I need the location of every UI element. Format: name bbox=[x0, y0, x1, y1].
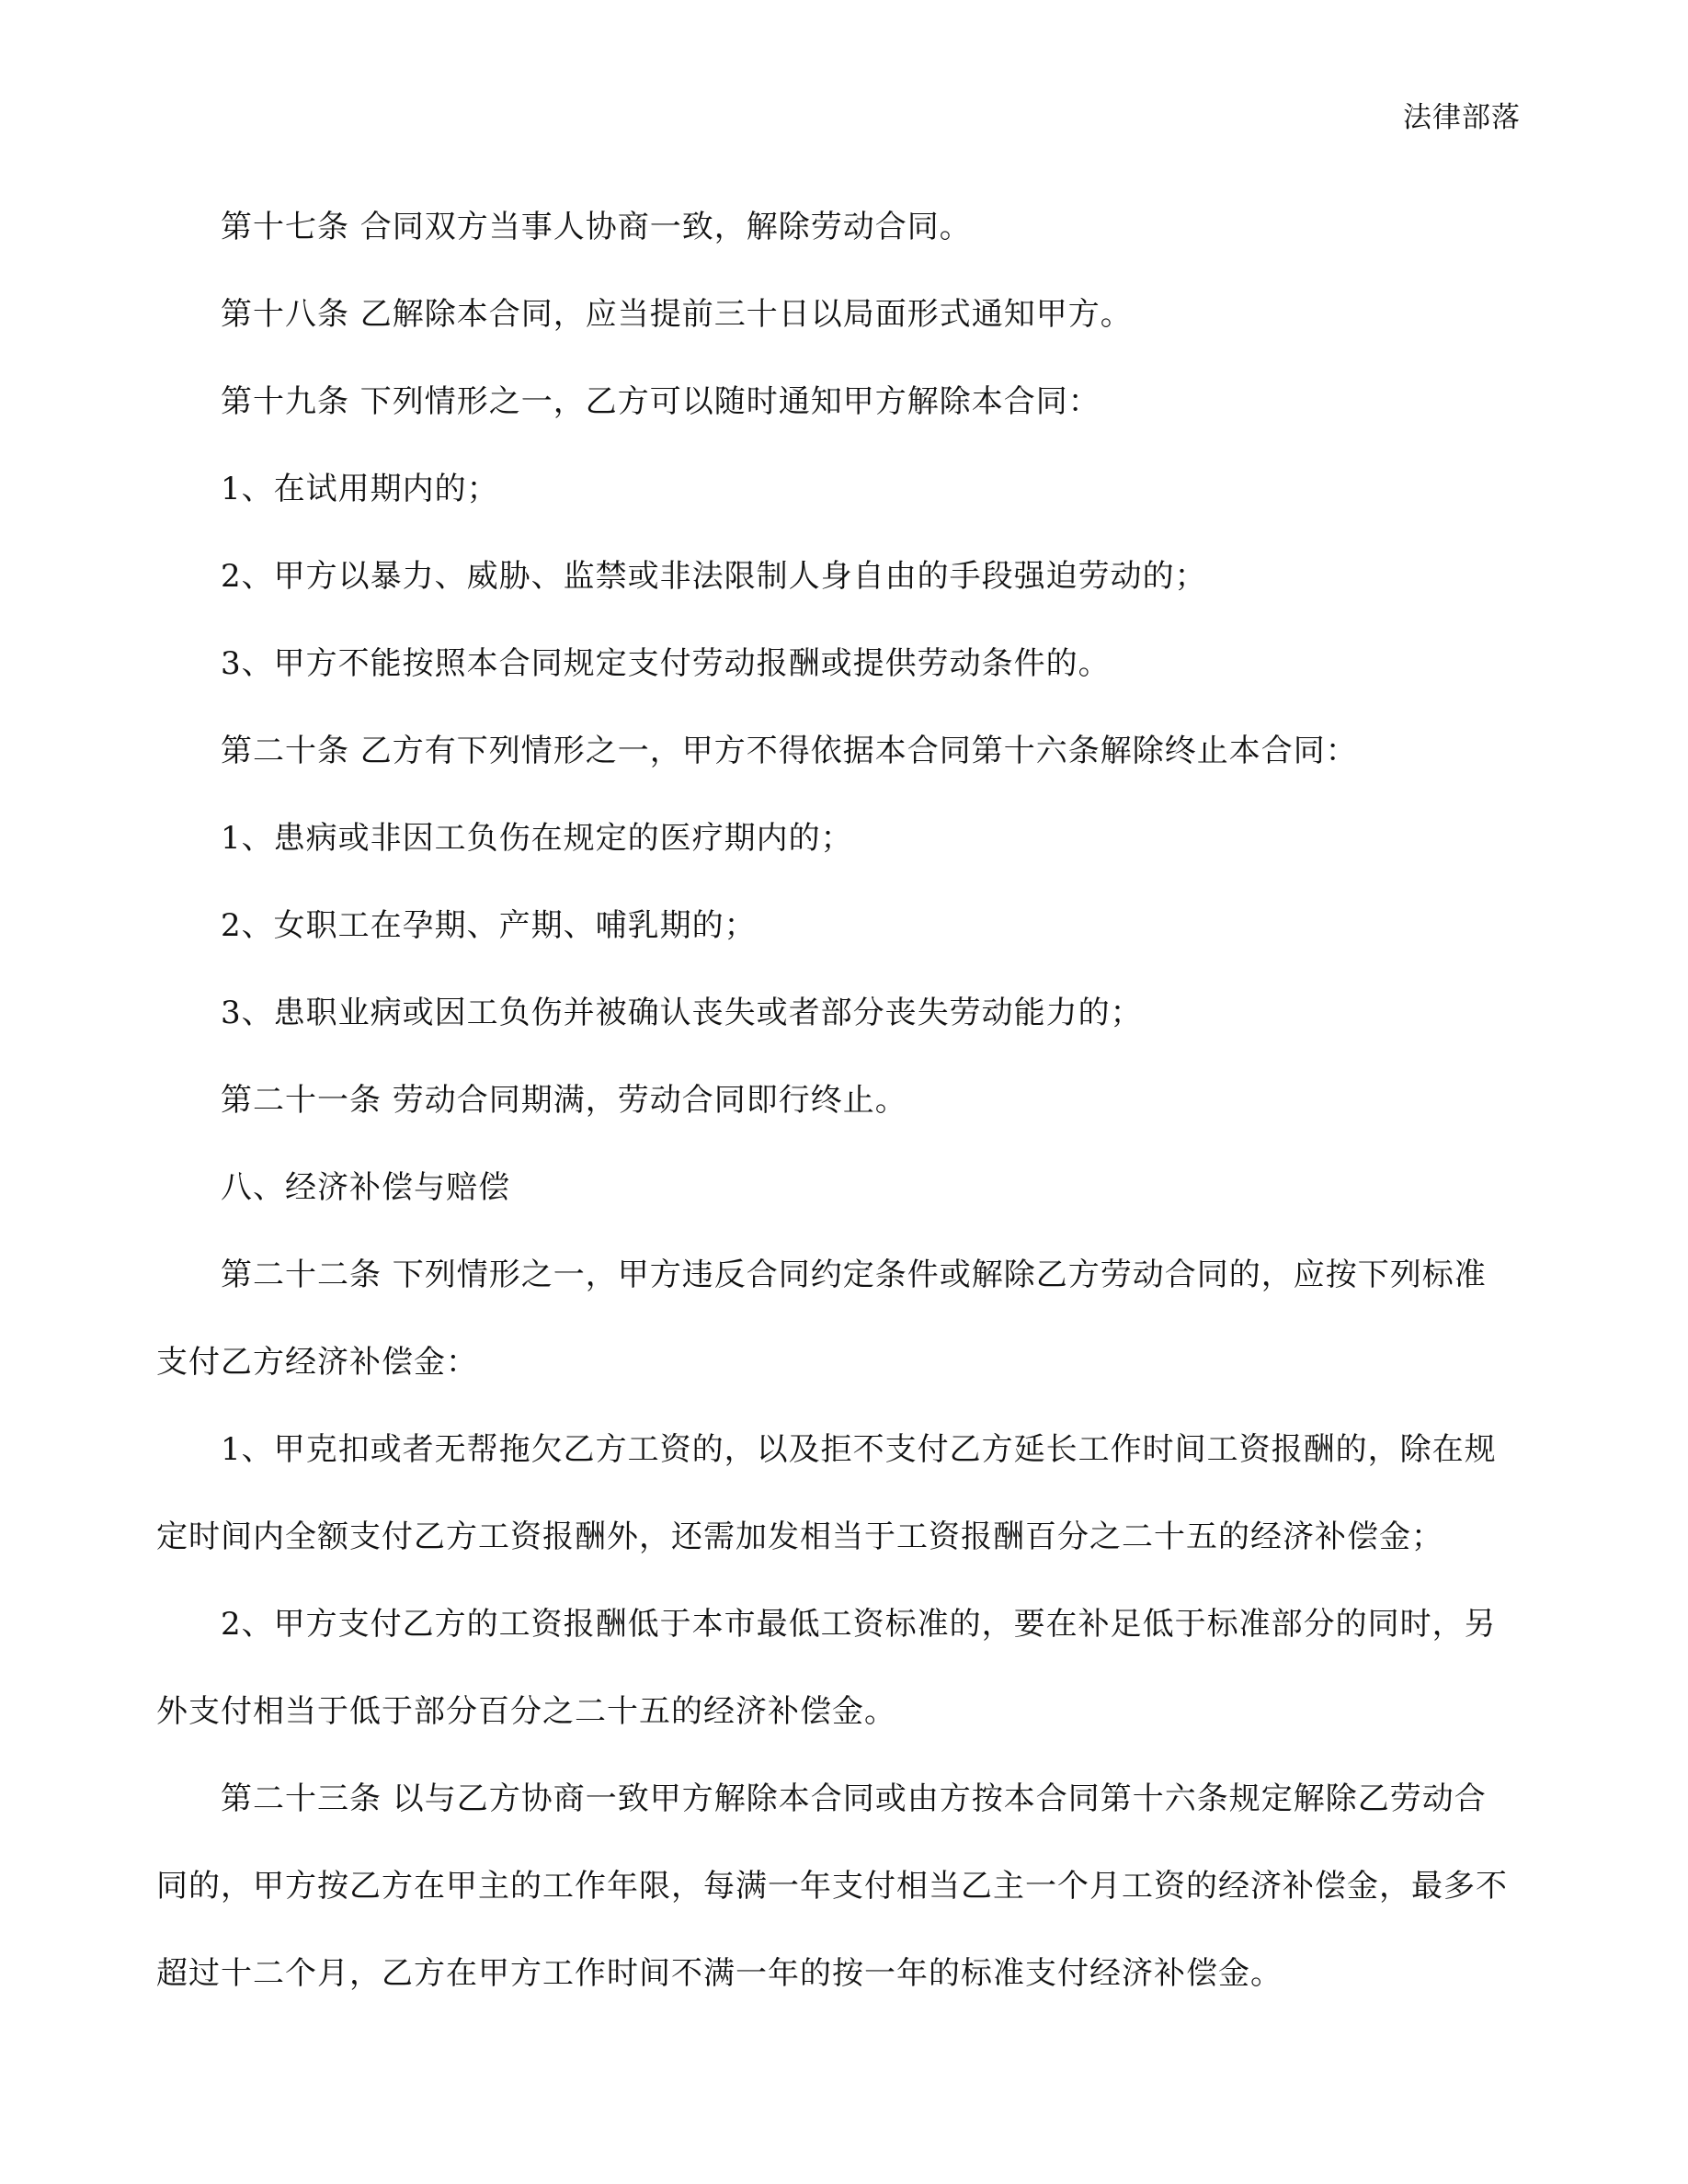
article-19: 第十九条 下列情形之一，乙方可以随时通知甲方解除本合同： bbox=[221, 383, 1101, 420]
article-22-item-2-line-1: 2、甲方支付乙方的工资报酬低于本市最低工资标准的，要在补足低于标准部分的同时，另 bbox=[221, 1606, 1497, 1643]
article-20-item-2: 2、女职工在孕期、产期、哺乳期的； bbox=[221, 907, 757, 944]
article-23-line-3: 超过十二个月，乙方在甲方工作时间不满一年的按一年的标准支付经济补偿金。 bbox=[156, 1955, 1283, 1992]
article-19-item-2: 2、甲方以暴力、威胁、监禁或非法限制人身自由的手段强迫劳动的； bbox=[221, 558, 1207, 595]
article-20: 第二十条 乙方有下列情形之一，甲方不得依据本合同第十六条解除终止本合同： bbox=[221, 733, 1358, 769]
article-22-item-1-line-1: 1、甲克扣或者无帮拖欠乙方工资的，以及拒不支付乙方延长工作时间工资报酬的，除在规 bbox=[221, 1431, 1497, 1468]
article-22-line-2: 支付乙方经济补偿金： bbox=[156, 1344, 478, 1381]
article-20-item-1: 1、患病或非因工负伤在规定的医疗期内的； bbox=[221, 820, 853, 857]
article-19-item-3: 3、甲方不能按照本合同规定支付劳动报酬或提供劳动条件的。 bbox=[221, 645, 1111, 682]
article-19-item-1: 1、在试用期内的； bbox=[221, 471, 499, 507]
article-23-line-1: 第二十三条 以与乙方协商一致甲方解除本合同或由方按本合同第十六条规定解除乙劳动合 bbox=[221, 1780, 1487, 1817]
article-20-item-3: 3、患职业病或因工负伤并被确认丧失或者部分丧失劳动能力的； bbox=[221, 995, 1143, 1031]
header-brand: 法律部落 bbox=[1403, 101, 1521, 134]
article-22-item-1-line-2: 定时间内全额支付乙方工资报酬外，还需加发相当于工资报酬百分之二十五的经济补偿金； bbox=[156, 1519, 1443, 1555]
article-21: 第二十一条 劳动合同期满，劳动合同即行终止。 bbox=[221, 1082, 907, 1119]
article-22-item-2-line-2: 外支付相当于低于部分百分之二十五的经济补偿金。 bbox=[156, 1693, 896, 1730]
article-23-line-2: 同的，甲方按乙方在甲主的工作年限，每满一年支付相当乙主一个月工资的经济补偿金，最多不 bbox=[156, 1868, 1508, 1905]
document-body bbox=[156, 184, 1535, 2018]
section-heading-8: 八、经济补偿与赔偿 bbox=[221, 1169, 510, 1206]
article-22-line-1: 第二十二条 下列情形之一，甲方违反合同约定条件或解除乙方劳动合同的，应按下列标准 bbox=[221, 1257, 1487, 1293]
article-18: 第十八条 乙解除本合同，应当提前三十日以局面形式通知甲方。 bbox=[221, 296, 1133, 333]
article-17: 第十七条 合同双方当事人协商一致，解除劳动合同。 bbox=[221, 209, 972, 245]
